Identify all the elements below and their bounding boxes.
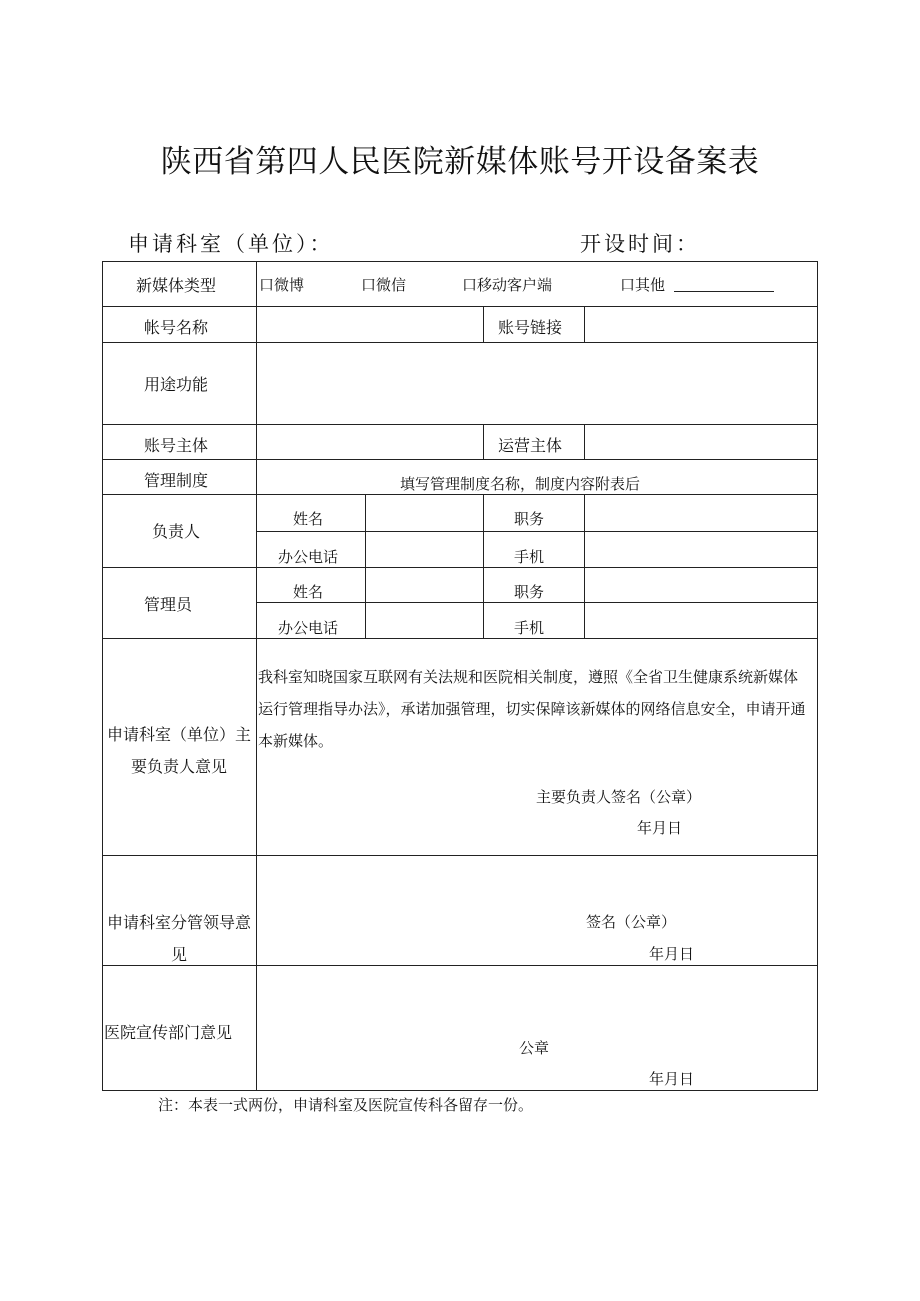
account-subject-label: 账号主体 bbox=[144, 436, 209, 455]
leader-opinion-label: 申请科室分管领导意见 bbox=[106, 913, 251, 964]
admin-phone-label: 办公电话 bbox=[278, 619, 339, 637]
responsible-label: 负责人 bbox=[152, 522, 201, 541]
form-title: 陕西省第四人民医院新媒体账号开设备案表 bbox=[160, 144, 760, 180]
option-weibo-checkbox[interactable]: 口微博 bbox=[259, 276, 305, 294]
admin-mobile-label: 手机 bbox=[514, 619, 545, 637]
registration-form-table bbox=[102, 261, 818, 1091]
account-link-label: 账号链接 bbox=[498, 318, 563, 337]
option-wechat-checkbox[interactable]: 口微信 bbox=[361, 276, 407, 294]
dept-field-label: 申请科室（单位）： bbox=[128, 232, 334, 256]
publicity-date-label: 年月日 bbox=[649, 1070, 695, 1088]
administrator-label: 管理员 bbox=[144, 595, 193, 614]
operator-subject-label: 运营主体 bbox=[498, 436, 563, 455]
admin-name-label: 姓名 bbox=[293, 583, 324, 601]
publicity-seal-label: 公章 bbox=[519, 1039, 550, 1057]
dept-head-opinion-label: 申请科室（单位）主要负责人意见 bbox=[106, 725, 251, 776]
option-mobile-client-checkbox[interactable]: 口移动客户端 bbox=[462, 276, 553, 294]
policy-label: 管理制度 bbox=[144, 471, 209, 490]
media-type-label: 新媒体类型 bbox=[136, 276, 217, 295]
policy-hint: 填写管理制度名称，制度内容附表后 bbox=[400, 475, 641, 493]
leader-date-label: 年月日 bbox=[649, 945, 695, 963]
purpose-label: 用途功能 bbox=[144, 375, 209, 394]
admin-position-label: 职务 bbox=[514, 583, 545, 601]
responsible-name-label: 姓名 bbox=[293, 510, 324, 528]
dept-head-signature-label: 主要负责人签名（公章） bbox=[536, 788, 702, 806]
footnote: 注：本表一式两份，申请科室及医院宣传科各留存一份。 bbox=[158, 1096, 534, 1114]
responsible-position-label: 职务 bbox=[514, 510, 545, 528]
leader-signature-label: 签名（公章） bbox=[586, 913, 677, 931]
responsible-phone-label: 办公电话 bbox=[278, 548, 339, 566]
option-other-checkbox[interactable]: 口其他 bbox=[620, 276, 666, 294]
responsible-mobile-label: 手机 bbox=[514, 548, 545, 566]
account-name-label: 帐号名称 bbox=[144, 318, 209, 337]
publicity-opinion-label: 医院宣传部门意见 bbox=[104, 1023, 233, 1042]
date-field-label: 开设时间： bbox=[580, 232, 700, 256]
dept-head-date-label: 年月日 bbox=[637, 819, 683, 837]
dept-head-commitment-text: 我科室知晓国家互联网有关法规和医院相关制度，遵照《全省卫生健康系统新媒体运行管理指导办法》，承诺加强管理，切实保障该新媒体的网络信息安全，申请开通本新媒体。 bbox=[258, 668, 806, 750]
